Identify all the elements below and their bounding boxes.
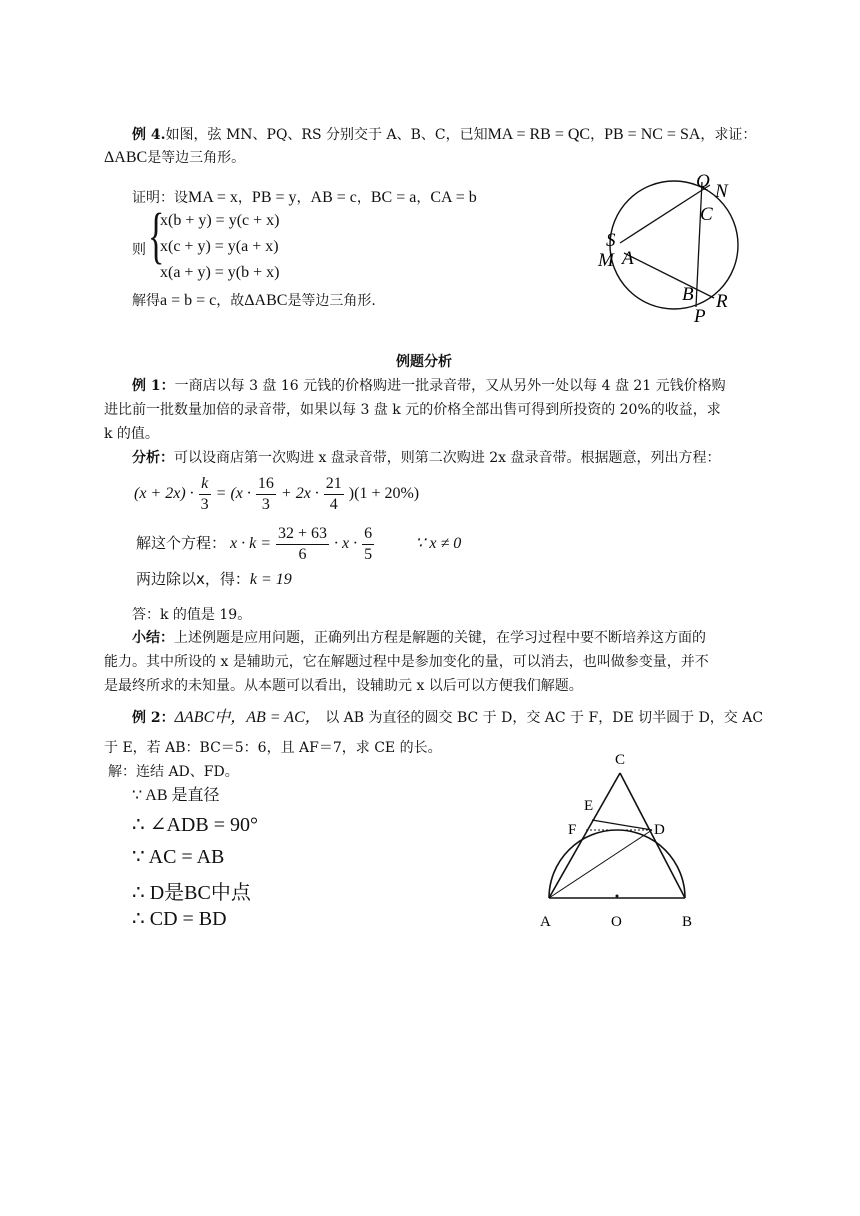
step-3: ∵ AC = AB bbox=[132, 846, 225, 868]
frac-den: 3 bbox=[200, 496, 209, 513]
side-ac bbox=[549, 773, 620, 898]
eq-a-left: (x + 2x) · bbox=[134, 485, 194, 503]
example-2-line-1 bbox=[132, 706, 763, 730]
proof-var-1: MA = x bbox=[188, 189, 238, 206]
example-1-line-1 bbox=[132, 374, 726, 398]
label-m: M bbox=[598, 250, 614, 271]
solution-intro: 解：连结 AD、FD。 bbox=[108, 764, 239, 780]
frac-k-3 bbox=[199, 474, 211, 515]
frac-num: k bbox=[199, 474, 211, 495]
summary-line-3: 是最终所求的未知量。从本题可以看出，设辅助元 x 以后可以方便我们解题。 bbox=[104, 678, 583, 694]
triangle-abc: ΔABC bbox=[104, 149, 148, 166]
label-r: R bbox=[716, 291, 728, 312]
frac-95-6 bbox=[276, 524, 329, 565]
divide-line bbox=[136, 568, 292, 589]
label-e: E bbox=[584, 798, 594, 814]
label-f: F bbox=[568, 822, 577, 838]
frac-num: 21 bbox=[324, 474, 344, 495]
chord-rs bbox=[624, 253, 714, 298]
label-b: B bbox=[682, 914, 693, 930]
example-4-eq1: MA = RB = QC bbox=[487, 126, 591, 143]
label-b: B bbox=[682, 284, 694, 305]
proof-var-5: CA = b bbox=[430, 189, 477, 206]
example-4-label: 例 4. bbox=[132, 127, 166, 143]
proof-var-4: BC = a bbox=[370, 189, 417, 206]
label-o: O bbox=[611, 914, 622, 930]
example-4-line-1 bbox=[132, 123, 756, 147]
divide-eq: k = 19 bbox=[249, 571, 292, 588]
chords-circle-figure bbox=[590, 165, 760, 325]
label-a: A bbox=[622, 248, 634, 269]
frac-6-5 bbox=[362, 524, 374, 565]
example-4-goal: 是等边三角形。 bbox=[147, 150, 246, 166]
label-p: P bbox=[694, 306, 706, 325]
side-bc bbox=[620, 773, 685, 898]
frac-num: 32 + 63 bbox=[276, 524, 329, 545]
step-1: ∵ AB 是直径 bbox=[132, 787, 220, 804]
proof-conclusion bbox=[132, 289, 376, 313]
frac-den: 5 bbox=[364, 546, 373, 563]
label-q: Q bbox=[696, 171, 710, 192]
label-n: N bbox=[715, 181, 728, 202]
eq-a-right: )(1 + 20%) bbox=[348, 485, 420, 503]
example-1-line-2: 进比前一批数量加倍的录音带，如果以每 3 盘 k 元的价格全部出售可得到所投资的 20%的收益，求 bbox=[104, 402, 721, 418]
proof-intro: 证明：设 bbox=[132, 190, 188, 206]
frac-den: 3 bbox=[261, 496, 270, 513]
frac-num: 16 bbox=[256, 474, 276, 495]
example-2-line-2: 于 E，若 AB：BC＝5：6，且 AF＝7，求 CE 的长。 bbox=[104, 740, 442, 756]
equation-a bbox=[134, 474, 419, 515]
frac-den: 4 bbox=[329, 496, 338, 513]
label-c: C bbox=[615, 752, 626, 768]
solve-triangle: ΔABC bbox=[244, 292, 288, 309]
system-eq-3: x(a + y) = y(b + x) bbox=[160, 264, 280, 281]
tangent-de bbox=[592, 820, 652, 830]
example-4-prove: ，求证： bbox=[700, 127, 757, 143]
answer-line: 答：k 的值是 19。 bbox=[132, 607, 252, 623]
solve-label: 解这个方程： bbox=[136, 534, 227, 553]
frac-16-3 bbox=[256, 474, 276, 515]
analysis-text: 可以设商店第一次购进 x 盘录音带，则第二次购进 2x 盘录音带。根据题意，列出方程： bbox=[174, 450, 721, 466]
example-2-label: 例 2： bbox=[132, 710, 175, 726]
step-5: ∴ CD = BD bbox=[132, 908, 227, 930]
semicircle bbox=[549, 830, 685, 898]
example-1-label: 例 1： bbox=[132, 378, 175, 394]
chord-mn bbox=[620, 185, 710, 243]
segment-ad bbox=[549, 830, 652, 898]
equation-b bbox=[136, 524, 461, 565]
summary-line-2: 能力。其中所设的 x 是辅助元，它在解题过程中是参加变化的量，可以消去，也叫做参变量，并不 bbox=[104, 654, 709, 670]
frac-num: 6 bbox=[362, 524, 374, 545]
section-title: 例题分析 bbox=[396, 354, 452, 370]
summary-label: 小结： bbox=[132, 630, 174, 646]
center-o-dot bbox=[616, 895, 619, 898]
solve-text: 解得 bbox=[132, 293, 160, 309]
proof-setup: 证明：设MA = x，PB = y，AB = c，BC = a，CA = b bbox=[132, 189, 477, 206]
eq-a-mid: = (x · bbox=[215, 485, 251, 503]
analysis-label: 分析： bbox=[132, 450, 174, 466]
then-label: 则 bbox=[132, 242, 146, 258]
example-4-text: 如图，弦 MN、PQ、RS 分别交于 A、B、C，已知 bbox=[165, 127, 488, 143]
system-eq-1: x(b + y) = y(c + x) bbox=[160, 212, 280, 229]
proof-var-3: AB = c bbox=[310, 189, 357, 206]
analysis-line bbox=[132, 446, 721, 470]
separator: ， bbox=[590, 127, 605, 143]
solve-eq: a = b = c bbox=[160, 292, 217, 309]
solve-text-b: ，故 bbox=[216, 293, 245, 309]
eq-b-mid: · x · bbox=[334, 535, 358, 553]
divide-label: 两边除以x，得： bbox=[136, 570, 250, 588]
semicircle-triangle-figure bbox=[530, 748, 710, 933]
system-brace: { bbox=[148, 202, 165, 270]
proof-var-2: PB = y bbox=[251, 189, 297, 206]
example-1-text-1: 一商店以每 3 盘 16 元钱的价格购进一批录音带，又从另外一处以每 4 盘 21 元钱价格购 bbox=[174, 378, 726, 394]
label-s: S bbox=[606, 230, 616, 251]
step-2: ∴ ∠ADB = 90° bbox=[132, 814, 258, 836]
chord-pq bbox=[696, 182, 702, 307]
summary-text-1: 上述例题是应用问题，正确列出方程是解题的关键，在学习过程中要不断培养这方面的 bbox=[174, 630, 706, 646]
frac-21-4 bbox=[324, 474, 344, 515]
solve-text-c: 是等边三角形. bbox=[287, 293, 376, 309]
example-2-text-1: 以 AB 为直径的圆交 BC 于 D，交 AC 于 F，DE 切半圆于 D，交 AC bbox=[325, 710, 764, 726]
system-eq-2: x(c + y) = y(a + x) bbox=[160, 238, 279, 255]
eq-b-note: ∵ x ≠ 0 bbox=[415, 535, 462, 553]
example-2-condition: ΔABC中，AB = AC， bbox=[174, 709, 321, 726]
example-4-line-2 bbox=[104, 146, 245, 170]
step-4: ∴ D是BC中点 bbox=[132, 882, 251, 904]
example-1-line-3: k 的值。 bbox=[104, 426, 159, 442]
eq-a-plus: + 2x · bbox=[280, 485, 319, 503]
summary-line-1 bbox=[132, 626, 706, 650]
eq-b-left: x · k = bbox=[230, 535, 272, 553]
label-c: C bbox=[700, 204, 713, 225]
frac-den: 6 bbox=[298, 546, 307, 563]
label-a: A bbox=[540, 914, 551, 930]
label-d: D bbox=[654, 822, 665, 838]
example-4-eq2: PB = NC = SA bbox=[604, 126, 701, 143]
